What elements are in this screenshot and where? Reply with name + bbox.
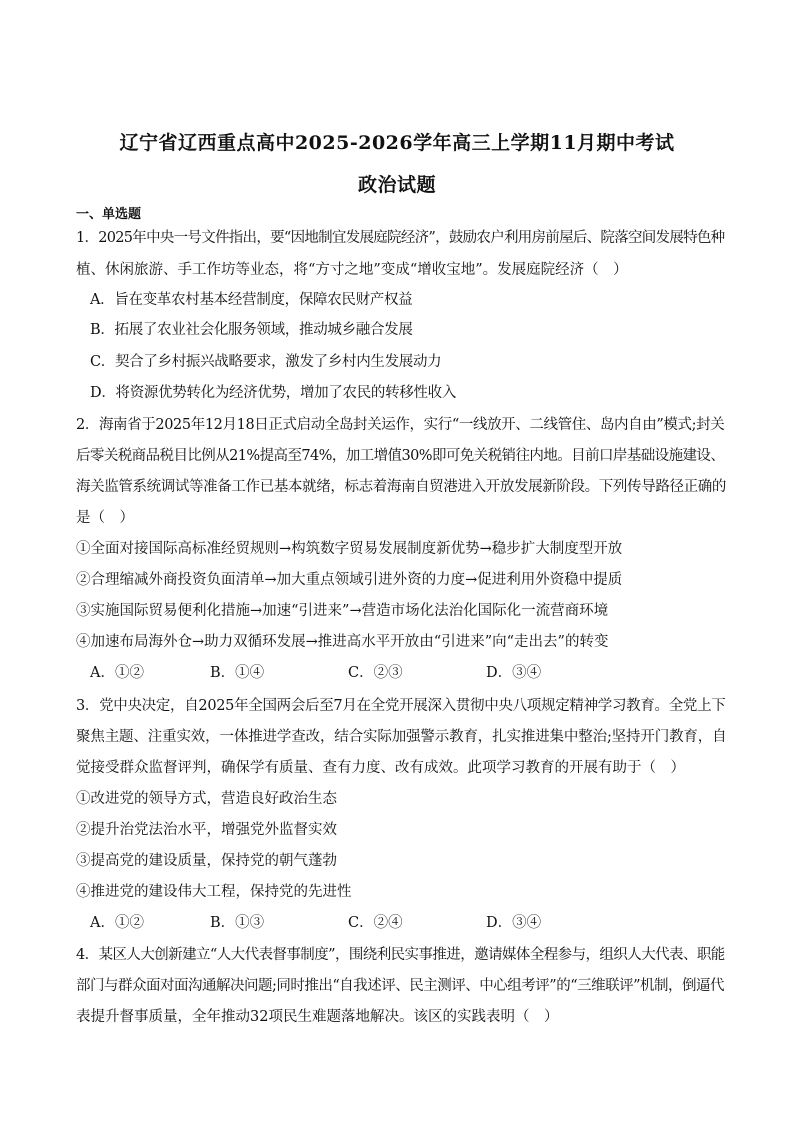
q2-stem-line-2: 后零关税商品税目比例从21%提高至74%，加工增值30%即可免关税销往内地。目前口岸基础设施建设、: [76, 448, 725, 464]
q3-item-4: ④推进党的建设伟大工程，保持党的先进性: [76, 884, 352, 900]
q3-choice-b: B．①③: [210, 915, 265, 931]
q2-choice-a: A．①②: [90, 665, 144, 681]
q2-item-1: ①全面对接国际高标准经贸规则→构筑数字贸易发展制度新优势→稳步扩大制度型开放: [76, 541, 623, 557]
q3-stem-line-2: 聚焦主题、注重实效，一体推进学查改，结合实际加强警示教育，扎实推进集中整治;坚持开门教育，自: [76, 729, 727, 745]
exam-title: 辽宁省辽西重点高中2025-2026学年高三上学期11月期中考试: [119, 132, 675, 154]
q3-item-2: ②提升治党法治水平，增强党外监督实效: [76, 822, 337, 838]
q2-choice-c: C．②③: [348, 665, 403, 681]
q3-choice-d: D．③④: [486, 915, 542, 931]
q2-item-3: ③实施国际贸易便利化措施→加速“引进来”→营造市场化法治化国际化一流营商环境: [76, 603, 609, 619]
q3-choice-a: A．①②: [90, 915, 144, 931]
q4-stem-line-3: 表提升督事质量，全年推动32项民生难题落地解决。该区的实践表明（ ）: [76, 1009, 559, 1025]
q1-option-a: A．旨在变革农村基本经营制度，保障农民财产权益: [90, 292, 413, 308]
q3-stem-line-3: 觉接受群众监督评判，确保学有质量、查有力度、改有成效。此项学习教育的开展有助于（ ）: [76, 760, 685, 776]
q1-stem-line-2: 植、休闲旅游、手工作坊等业态，将“方寸之地”变成“增收宝地”。发展庭院经济（ ）: [76, 262, 628, 278]
q1-option-d: D．将资源优势转化为经济优势，增加了农民的转移性收入: [90, 385, 457, 401]
q3-choice-c: C．②④: [348, 915, 403, 931]
q2-item-4: ④加速布局海外仓→助力双循环发展→推进高水平开放由“引进来”向“走出去”的转变: [76, 634, 609, 650]
q2-choice-d: D．③④: [486, 665, 542, 681]
q3-item-1: ①改进党的领导方式，营造良好政治生态: [76, 791, 337, 807]
q2-stem-line-4: 是（ ）: [76, 510, 134, 526]
section-heading: 一、单选题: [76, 207, 142, 222]
q2-stem-line-3: 海关监管系统调试等准备工作已基本就绪，标志着海南自贸港进入开放发展新阶段。下列传导路径正确的: [76, 479, 726, 495]
exam-subtitle: 政治试题: [357, 174, 436, 196]
q1-option-b: B．拓展了农业社会化服务领域，推动城乡融合发展: [90, 322, 413, 338]
q2-item-2: ②合理缩减外商投资负面清单→加大重点领域引进外资的力度→促进利用外资稳中提质: [76, 572, 623, 588]
q2-choice-b: B．①④: [210, 665, 265, 681]
q4-stem-line-1: 4．某区人大创新建立“人大代表督事制度”，围绕利民实事推进，邀请媒体全程参与，组织人大代表、职能: [76, 947, 725, 963]
q1-option-c: C．契合了乡村振兴战略要求，激发了乡村内生发展动力: [90, 354, 442, 370]
q4-stem-line-2: 部门与群众面对面沟通解决问题;同时推出“自我述评、民主测评、中心组考评”的“三维联评”机制，倒逼代: [76, 978, 725, 994]
q1-stem-line-1: 1．2025年中央一号文件指出，要“因地制宜发展庭院经济”，鼓励农户利用房前屋后、院落空间发展特色种: [76, 230, 725, 246]
q2-stem-line-1: 2．海南省于2025年12月18日正式启动全岛封关运作，实行“一线放开、二线管住、岛内自由”模式;封关: [76, 417, 725, 433]
q3-stem-line-1: 3．党中央决定，自2025年全国两会后至7月在全党开展深入贯彻中央八项规定精神学习教育。全党上下: [76, 698, 726, 714]
q3-item-3: ③提高党的建设质量，保持党的朝气蓬勃: [76, 853, 337, 869]
